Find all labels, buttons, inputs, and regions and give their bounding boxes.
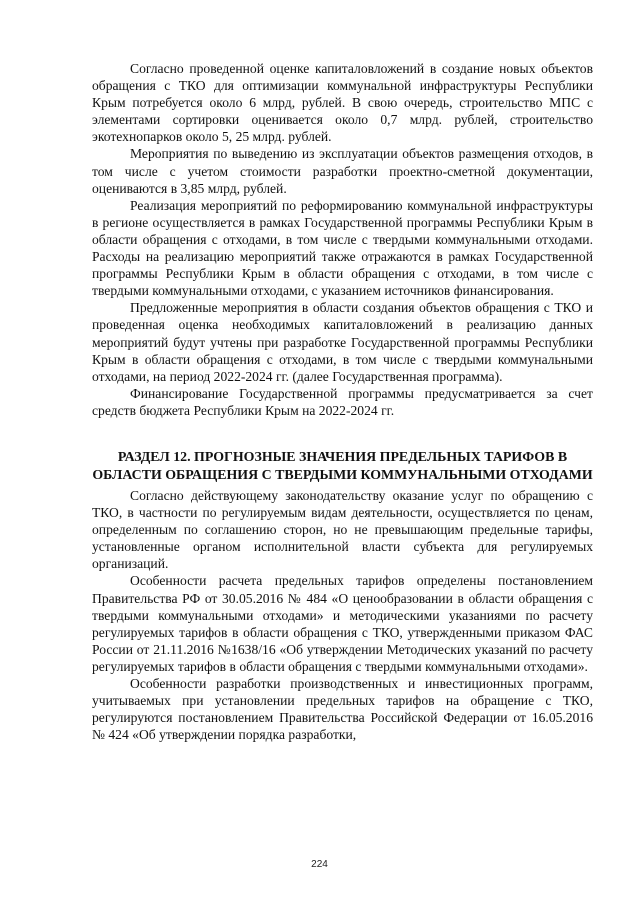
page-number: 224 xyxy=(311,859,328,870)
paragraph-program-financing: Финансирование Государственной программы предусматривается за счет средств бюджета Республики Крым на 2022-2024 гг. xyxy=(92,385,593,418)
paragraph-program-development: Особенности разработки производственных и инвестиционных программ, учитываемых при установлении предельных тарифов на обращение с ТКО, регулируются постановлением Правительства Российской Федерации от 16.05.2016 № 424 «Об утверждении порядка разработки, xyxy=(92,676,593,743)
paragraph-tariff-calculation: Особенности расчета предельных тарифов определены постановлением Правительства РФ от 30.05.2016 № 484 «О ценообразовании в области обращения с твердыми коммунальными отходами» и методическими указаниями по расчету регулируемых тарифов в области обращения с ТКО, утвержденными приказом ФАС России от 21.11.2016 №1638/16 «Об утверждении Методических указаний по расчету регулируемых тарифов в области обращения с твердыми коммунальными отходами». xyxy=(92,573,593,674)
paragraph-proposed-measures: Предложенные мероприятия в области создания объектов обращения с ТКО и проведенная оценка необходимых капиталовложений в реализацию данных мероприятий будут учтены при разработке Государственной программы Республики Крым в области обращения с отходами, в том числе с твердыми коммунальными отходами, на период 2022-2024 гг. (далее Государственная программа). xyxy=(92,300,593,384)
paragraph-infrastructure-reform: Реализация мероприятий по реформированию коммунальной инфраструктуры в регионе осуществляется в рамках Государственной программы Республики Крым в области обращения с отходами, в том числе с твердыми коммунальными отходами. Расходы на реализацию мероприятий также отражаются в рамках Государственной программы Республики Крым в области обращения с отходами, в том числе с твердыми коммунальными отходами, с указанием источников финансирования. xyxy=(92,197,593,299)
document-page xyxy=(92,60,593,743)
paragraph-capital-investment-estimate: Согласно проведенной оценке капиталовложений в создание новых объектов обращения с ТКО для оптимизации коммунальной инфраструктуры Республики Крым потребуется около 6 млрд, рублей. В свою очередь, строительство МПС с элементами сортировки оценивается около 0,7 млрд. рублей, строительство экотехнопарков около 5, 25 млрд. рублей. xyxy=(92,61,593,145)
section-heading: РАЗДЕЛ 12. ПРОГНОЗНЫЕ ЗНАЧЕНИЯ ПРЕДЕЛЬНЫХ ТАРИФОВ В ОБЛАСТИ ОБРАЩЕНИЯ С ТВЕРДЫМИ КОММУНАЛЬНЫМИ ОТХОДАМИ xyxy=(92,449,593,483)
paragraph-decommissioning-costs: Мероприятия по выведению из эксплуатации объектов размещения отходов, в том числе с учетом стоимости разработки проектно-сметной документации, оцениваются в 3,85 млрд, рублей. xyxy=(92,146,593,196)
paragraph-legislation: Согласно действующему законодательству оказание услуг по обращению с ТКО, в частности по регулируемым видам деятельности, осуществляется по ценам, определенным по соглашению сторон, но не превышающим предельные тарифы, установленные органом исполнительной власти субъекта для регулируемых организаций. xyxy=(92,487,593,572)
